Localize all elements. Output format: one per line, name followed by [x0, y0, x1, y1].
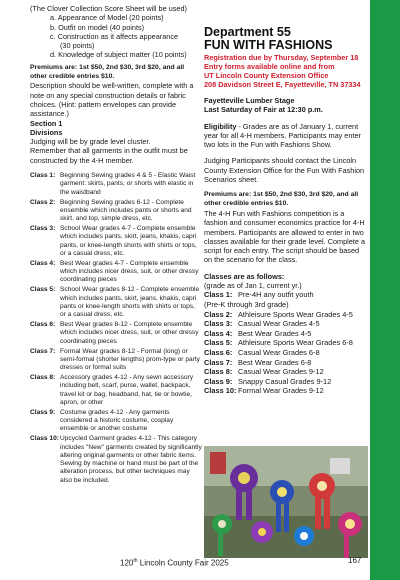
class-label: Class 4:: [30, 259, 56, 267]
eligibility-body: - Grades are as of January 1, current year for all 4-H members. Participants may enter two lots in the Fun with Fashions Show.: [204, 121, 361, 150]
divisions-heading: Divisions: [30, 127, 63, 137]
department-number: Department 55: [204, 25, 291, 39]
class-label: Class 2:: [30, 198, 56, 206]
list-item: [30, 172, 202, 197]
award-ribbons-photo: [204, 446, 368, 558]
class-description: Casual Wear Grades 6-8: [238, 347, 320, 357]
department-title: FUN WITH FASHIONS: [204, 38, 333, 52]
fair-number: 120: [120, 558, 134, 568]
class-description: School Wear grades 8-12 - Complete ensemble which includes pants, skirt, jeans, khakis, capri pants or knee-length shorts with shirts or tops, or a casual dress, etc.: [60, 286, 200, 319]
fair-title: Lincoln County Fair 2025: [137, 558, 229, 568]
class-description: School Wear grades 4-7 - Complete ensemble which includes pants, skirt, jeans, khakis, capri pants, or knee-length shorts with shirts or tops, or a casual dress, etc.: [60, 225, 197, 257]
class-description: Upcycled Garment grades 4-12 - This category includes "New" garments created by significantly altering original garments or other fabric items. Sewing by machine or hand must be part of the alteration process, but other techniques may also be included.: [60, 435, 202, 484]
class-label: Class 8:: [30, 374, 56, 382]
list-item: [204, 377, 368, 387]
list-item: [30, 321, 202, 346]
list-item: [204, 386, 368, 396]
list-item: [30, 374, 202, 407]
class-label: Class 6:: [30, 321, 56, 329]
class-description: Formal Wear Grades 9-12: [238, 386, 324, 396]
list-item: [204, 367, 368, 377]
class-description: Snappy Casual Grades 9-12: [238, 376, 332, 386]
class-description: Costume grades 4-12 - Any garments considered a historic costume, cosplay ensemble or another costume: [60, 408, 174, 433]
list-item: [30, 199, 202, 224]
class-description: Casual Wear Grades 4-5: [238, 319, 320, 329]
section-heading: Section 1: [30, 118, 63, 128]
list-item: [204, 310, 368, 320]
premiums-text: Premiums are: 1st $50, 2nd $30, 3rd $20, and all other credible entries $10.: [204, 191, 359, 208]
list-item: [204, 348, 368, 358]
fashions-description: The 4-H Fun with Fashions competition is a fashion and consumer economics practice for 4-H members. Participants are allowed to enter in two classes available for their grade level. Complete a script for each entry. The script should be based on the scenario for the class.: [204, 208, 366, 265]
criteria-c-points: (30 points): [60, 41, 95, 51]
right-column: [204, 26, 368, 396]
left-column: [30, 4, 202, 487]
class-description: Pre-4H any outfit youth: [238, 290, 314, 300]
extension-office-name: UT Lincoln County Extension Office: [204, 71, 329, 80]
class-label: Class 6:: [204, 347, 233, 357]
stage-name: Fayetteville Lumber Stage: [204, 96, 295, 105]
class-label: Class 9:: [30, 408, 56, 416]
class-label: Class 3:: [30, 225, 56, 233]
ribbons-illustration: [204, 446, 368, 558]
criteria-b: b. Outfit on model (40 points): [50, 22, 145, 32]
list-item: [30, 286, 202, 319]
class-label: Class 10:: [204, 386, 237, 396]
page-number: 167: [348, 556, 362, 565]
list-item: [30, 348, 202, 373]
criteria-a: a. Appearance of Model (20 points): [50, 13, 164, 23]
class-description: Best Wear grades 8-12 - Complete ensemble which includes nicer dress, suit, or other dressy coordinating pieces: [60, 321, 199, 345]
class-description: Athleisure Sports Wear Grades 4-5: [238, 309, 353, 319]
class-description: Casual Wear Grades 9-12: [238, 367, 324, 377]
class-label: Class 1:: [30, 172, 56, 180]
criteria-c: c. Construction as it affects appearance: [50, 31, 179, 41]
class-description-note: (Pre-K through 3rd grade): [204, 299, 289, 309]
class-description: Beginning Sewing grades 4 & 5 - Elastic Waist garment: skirts, pants, or shorts with elastic in the waistband: [60, 172, 196, 196]
classes-heading: Classes are as follows:: [204, 271, 285, 281]
class-description: Best Wear grades 4-7 - Complete ensemble which includes nicer dress, suit, or other dressy coordinating pieces: [60, 259, 199, 284]
list-item: [30, 435, 202, 485]
construction-note: Remember that all garments in the outfit must be constructed by the 4-H member.: [30, 146, 188, 165]
class-label: Class 5:: [30, 286, 56, 294]
description-text: Description should be well-written, complete with a note on any special construction details or fabric choices. (Hint: pattern envelopes can provide assistance.): [30, 81, 194, 119]
class-label: Class 10:: [30, 435, 59, 443]
class-description: Beginning Sewing grades 6-12 - Complete ensemble which includes pants or shorts and skirt, and top, simple dress, etc.: [60, 198, 192, 223]
fashion-classes-list: [204, 290, 368, 396]
fair-ordinal: th: [133, 558, 138, 564]
premiums-text: Premiums are: 1st $50, 2nd $30, 3rd $20, and all other credible entries $10.: [30, 63, 185, 80]
class-description: Accessory grades 4-12 - Any sewn accessory including belt, scarf, purse, wallet, backpack, travel kit or bag, headband, hat, tie or bowtie, apron, or other: [60, 374, 194, 406]
entry-forms-note: Entry forms available online and from: [204, 62, 335, 71]
list-item: [204, 329, 368, 339]
criteria-d: d. Knowledge of subject matter (10 points): [50, 50, 187, 60]
list-item: [204, 319, 368, 329]
class-label: Class 7:: [204, 357, 233, 367]
eligibility-text: [204, 122, 368, 150]
list-item: [204, 290, 368, 309]
extension-office-address: 208 Davidson Street E, Fayetteville, TN 37334: [204, 80, 361, 89]
class-label: Class 3:: [204, 319, 233, 329]
fair-name: [120, 556, 229, 569]
sewing-classes-list: [30, 172, 202, 485]
grade-note: (grade as of Jan 1, current yr.): [204, 281, 302, 291]
class-label: Class 1:: [204, 290, 233, 300]
list-item: [30, 260, 202, 285]
class-label: Class 9:: [204, 376, 233, 386]
list-item: [204, 338, 368, 348]
score-sheet-note: (The Clover Collection Score Sheet will be used): [30, 4, 187, 13]
side-accent-bar: [370, 0, 400, 580]
class-label: Class 2:: [204, 309, 233, 319]
list-item: [30, 225, 202, 258]
registration-deadline: Registration due by Thursday, September 18: [204, 53, 359, 62]
list-item: [30, 409, 202, 434]
class-label: Class 4:: [204, 328, 233, 338]
class-description: Formal Wear grades 8-12 - Formal (long) or semi-formal (shorter lengths) prom-type or party dresses or formal suits: [60, 347, 200, 372]
class-label: Class 5:: [204, 338, 233, 348]
eligibility-label: Eligibility: [204, 121, 237, 131]
stage-time: Last Saturday of Fair at 12:30 p.m.: [204, 105, 323, 115]
class-label: Class 8:: [204, 367, 233, 377]
class-description: Best Wear Grades 6-8: [238, 357, 312, 367]
judging-note: Judging will be by grade level cluster.: [30, 137, 151, 147]
judging-text: Judging Participants should contact the Lincoln County Extension Office for the Fun With Fashion Scenarios sheet.: [204, 156, 365, 185]
class-description: Athleisure Sports Wear Grades 6-8: [238, 338, 353, 348]
class-description: Best Wear Grades 4-5: [238, 328, 312, 338]
list-item: [204, 358, 368, 368]
class-label: Class 7:: [30, 347, 56, 355]
